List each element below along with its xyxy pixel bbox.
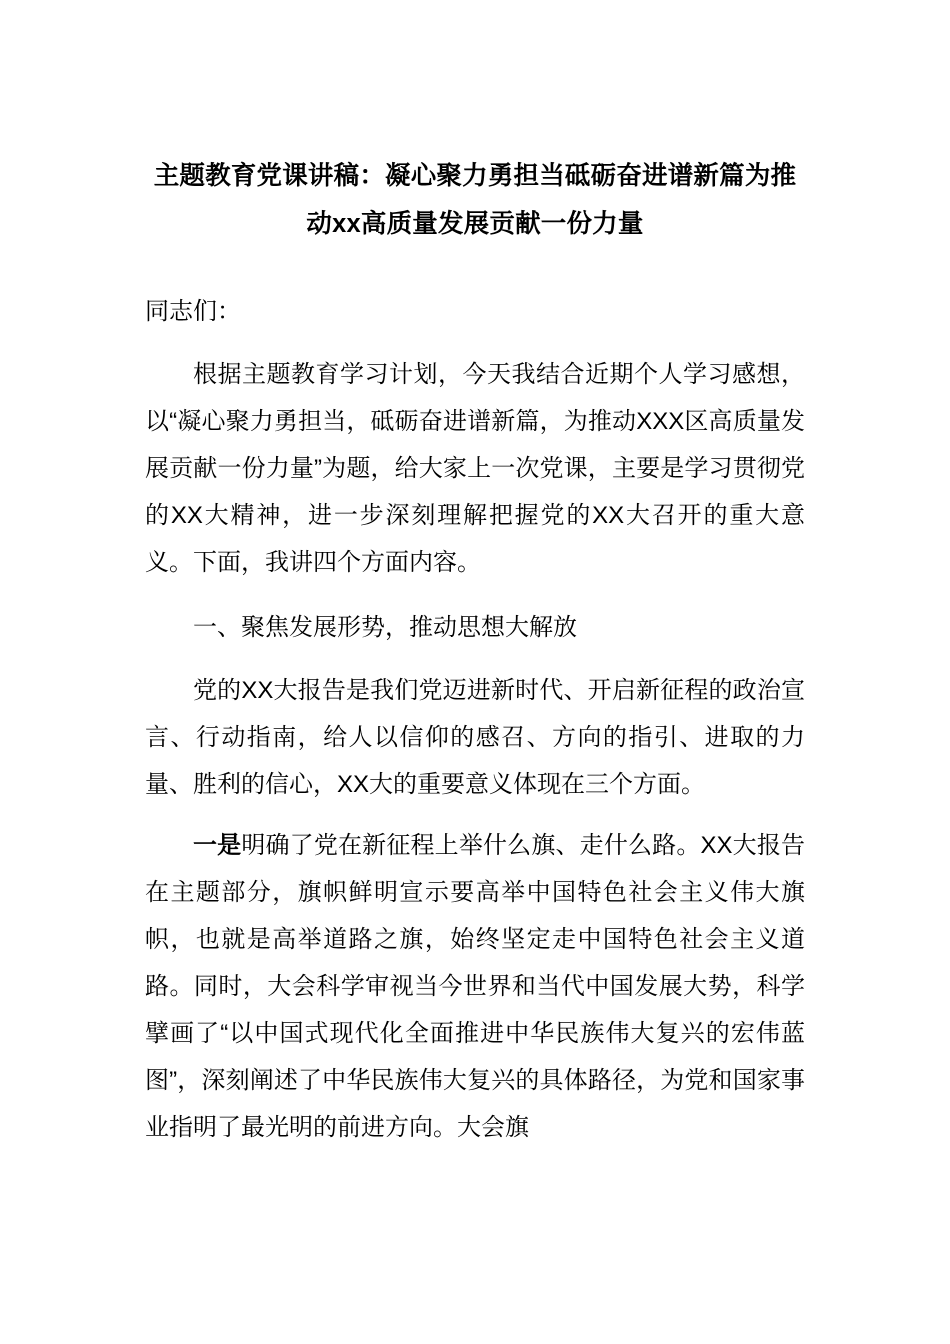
page-title-line-1: 主题教育党课讲稿：凝心聚力勇担当砥砺奋进谱新篇为推 [153,162,797,190]
page-title [145,0,805,248]
salutation: 同志们： [145,298,241,325]
body-paragraph-2: 党的XX大报告是我们党迈进新时代、开启新征程的政治宣言、行动指南，给人以信仰的感召、方向的指引、进取的力量、胜利的信心，XX大的重要意义体现在三个方面。 [145,677,805,798]
paragraph-lead-in: 一是 [193,832,242,859]
section-heading-1: 一、聚焦发展形势，推动思想大解放 [193,614,577,641]
body-paragraph-3 [145,808,805,1151]
page-title-line-2: 动xx高质量发展贡献一份力量 [306,210,644,238]
body-paragraph-1: 根据主题教育学习计划，今天我结合近期个人学习感想，以“凝心聚力勇担当，砥砺奋进谱新篇，为推动XXX区高质量发展贡献一份力量”为题，给大家上一次党课，主要是学习贯彻党的XX大精神，进一步深刻理解把握党的XX大召开的重大意义。下面，我讲四个方面内容。 [145,361,805,576]
paragraph-body-text: 明确了党在新征程上举什么旗、走什么路。XX大报告在主题部分，旗帜鲜明宣示要高举中国特色社会主义伟大旗帜，也就是高举道路之旗，始终坚定走中国特色社会主义道路。同时，大会科学审视当今世界和当代中国发展大势，科学擘画了“以中国式现代化全面推进中华民族伟大复兴的宏伟蓝图”，深刻阐述了中华民族伟大复兴的具体路径，为党和国家事业指明了最光明的前进方向。大会旗 [145,832,806,1141]
